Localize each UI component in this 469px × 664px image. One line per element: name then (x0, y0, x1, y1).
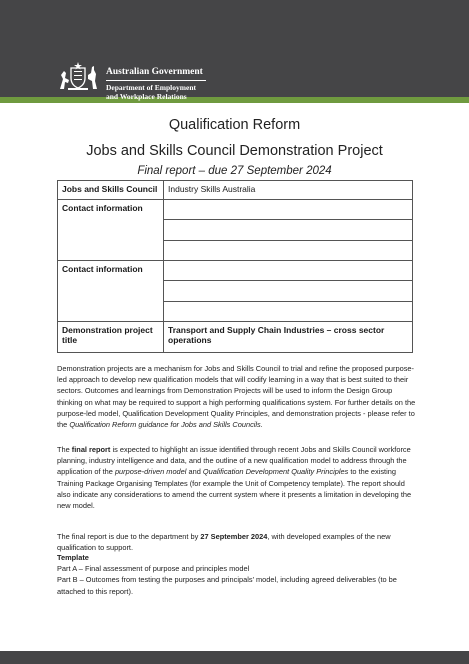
contact-info-field[interactable] (164, 200, 413, 220)
coat-of-arms-icon (56, 61, 100, 91)
final-report-term: final report (71, 445, 111, 454)
contact-info-field[interactable] (164, 301, 413, 321)
template-section (57, 552, 417, 597)
due-date: 27 September 2024 (200, 532, 268, 541)
contact-info-label-1: Contact information (58, 200, 164, 261)
document-subtitle: Jobs and Skills Council Demonstration Project (86, 143, 383, 159)
footer-band (0, 651, 469, 664)
government-branding (106, 66, 206, 101)
document-title: Qualification Reform (168, 117, 301, 133)
quality-principles-term: Qualification Development Quality Principles (202, 467, 349, 477)
due-date-paragraph (57, 531, 417, 553)
text-run: , with developed examples of the new qualification to support. (57, 532, 391, 553)
project-title-label: Demonstration project title (58, 322, 164, 353)
project-details-table (57, 180, 413, 353)
intro-paragraph (57, 363, 417, 430)
text-run: The (57, 445, 72, 454)
template-part-a: Part A – Final assessment of purpose and principles model (57, 564, 250, 574)
government-name: Australian Government (106, 67, 203, 77)
table-row (58, 261, 413, 281)
contact-info-field[interactable] (164, 220, 413, 240)
jsc-label: Jobs and Skills Council (58, 181, 164, 200)
project-title-value: Transport and Supply Chain Industries – cross sector operations (164, 322, 413, 353)
final-report-paragraph (57, 444, 417, 511)
template-part-b: Part B – Outcomes from testing the purposes and principals’ model, including agreed deliverables (to be attached to this report). (57, 575, 397, 596)
department-name-line1: Department of Employment (106, 83, 196, 92)
document-due-line: Final report – due 27 September 2024 (137, 165, 332, 177)
header-accent-rule (0, 97, 469, 103)
text-run: The final report is due to the department by (57, 532, 201, 541)
text-run: is expected to highlight an issue identified through recent Jobs and Skills Council workforce planning, industry intelligence and data, and the outline of a new qualification model to address through the application of the (57, 445, 411, 477)
table-row (58, 200, 413, 220)
text-run: to the existing Training Package Organising Templates (for example the Unit of Competency template). The report should also indicate any considerations to amend the current system where it presents a limitation in developing the new model. (57, 467, 412, 511)
contact-info-field[interactable] (164, 240, 413, 260)
jsc-value: Industry Skills Australia (164, 181, 413, 200)
table-row (58, 322, 413, 353)
table-row (58, 181, 413, 200)
intro-text: Demonstration projects are a mechanism for Jobs and Skills Council to trial and refine the proposed purpose-led approach to develop new qualification models that will codify learning in a way that is best suited to their sectors. Outcomes and learnings from Demonstration Projects will be used to inform the Design Group thinking on what may be required to support a high performing qualifications system. For further details on the purpose-led model, Qualification Development Quality Principles, and demonstration projects - please refer to the (57, 364, 416, 430)
contact-info-label-2: Contact information (58, 261, 164, 322)
contact-info-field[interactable] (164, 261, 413, 281)
branding-divider (106, 80, 206, 81)
guidance-reference: Qualification Reform guidance for Jobs and Skills Councils. (69, 420, 263, 430)
template-heading: Template (57, 553, 89, 562)
department-name-line2: and Workplace Relations (106, 92, 187, 101)
text-run: and (186, 467, 203, 477)
purpose-model-term: purpose-driven model (114, 467, 187, 477)
contact-info-field[interactable] (164, 281, 413, 301)
